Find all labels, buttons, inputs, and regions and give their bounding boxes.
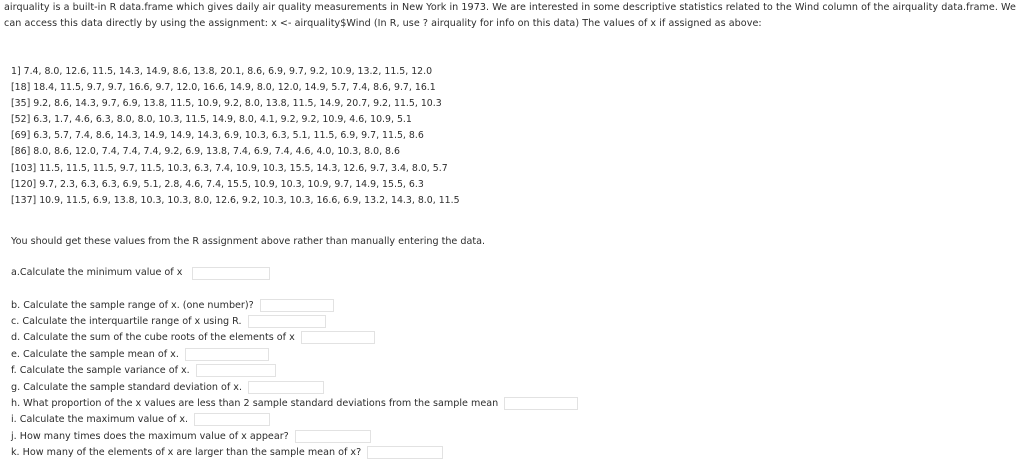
question-f-row	[11, 363, 578, 379]
question-k-row	[11, 445, 578, 461]
answer-field-i[interactable]	[194, 413, 270, 426]
data-line: [86] 8.0, 8.6, 12.0, 7.4, 7.4, 7.4, 9.2, 6.9, 13.8, 7.4, 6.9, 7.4, 4.6, 4.0, 10.3, 8.0, 8.6	[11, 146, 400, 158]
question-e-label: e. Calculate the sample mean of x.	[11, 348, 179, 360]
data-line: [120] 9.7, 2.3, 6.3, 6.3, 6.9, 5.1, 2.8, 4.6, 7.4, 15.5, 10.9, 10.3, 10.9, 9.7, 14.9, 15.5, 6.3	[11, 178, 424, 190]
question-j-label: j. How many times does the maximum value of x appear?	[11, 430, 289, 442]
question-h-label: h. What proportion of the x values are less than 2 sample standard deviations from the sample mean	[11, 398, 499, 410]
question-b-row	[11, 297, 578, 313]
question-a-label: a.Calculate the minimum value of x	[11, 267, 183, 278]
question-list	[11, 297, 578, 461]
data-line: [69] 6.3, 5.7, 7.4, 8.6, 14.3, 14.9, 14.9, 14.3, 6.9, 10.3, 6.3, 5.1, 11.5, 6.9, 9.7, 11.5, 8.6	[11, 130, 424, 142]
data-line: 1] 7.4, 8.0, 12.6, 11.5, 14.3, 14.9, 8.6, 13.8, 20.1, 8.6, 6.9, 9.7, 9.2, 10.9, 13.2, 11.5, 12.0	[11, 66, 433, 77]
answer-field-f[interactable]	[196, 364, 276, 377]
answer-field-j[interactable]	[295, 430, 371, 443]
question-b-label: b. Calculate the sample range of x. (one number)?	[11, 299, 254, 311]
answer-field-e[interactable]	[185, 348, 269, 361]
question-k-label: k. How many of the elements of x are larger than the sample mean of x?	[11, 447, 362, 459]
question-c-row	[11, 313, 578, 329]
data-line: [35] 9.2, 8.6, 14.3, 9.7, 6.9, 13.8, 11.5, 10.9, 9.2, 8.0, 13.8, 11.5, 14.9, 20.7, 9.2, 11.5, 10.3	[11, 98, 442, 110]
data-line: [137] 10.9, 11.5, 6.9, 13.8, 10.3, 10.3, 8.0, 12.6, 9.2, 10.3, 10.3, 16.6, 6.9, 13.2, 14.3, 8.0, 11.5	[11, 194, 460, 206]
question-i-row	[11, 412, 578, 428]
answer-field-k[interactable]	[367, 446, 443, 459]
question-i-label: i. Calculate the maximum value of x.	[11, 414, 189, 426]
question-g-row	[11, 379, 578, 395]
question-f-label: f. Calculate the sample variance of x.	[11, 365, 190, 377]
answer-field-a[interactable]	[192, 267, 270, 280]
intro-text: airquality is a built-in R data.frame which gives daily air quality measurements in New York in 1973. We are interested in some descriptive statistics related to the Wind column of the airquality data.frame. We can access this data directly by using the assignment: x <- airquality$Wind (In R, use ? airquality for info on this data) The values of x if assigned as above:	[4, 2, 1016, 29]
question-d-label: d. Calculate the sum of the cube roots of the elements of x	[11, 332, 295, 344]
answer-field-b[interactable]	[260, 299, 334, 312]
data-line: [103] 11.5, 11.5, 11.5, 9.7, 11.5, 10.3, 6.3, 7.4, 10.9, 10.3, 15.5, 14.3, 12.6, 9.7, 3.4, 8.0, 5.7	[11, 162, 448, 174]
question-d-row	[11, 330, 578, 346]
question-j-row	[11, 428, 578, 444]
question-e-row	[11, 346, 578, 362]
answer-field-c[interactable]	[248, 315, 326, 328]
data-line: [52] 6.3, 1.7, 4.6, 6.3, 8.0, 8.0, 10.3, 11.5, 14.9, 8.0, 4.1, 9.2, 9.2, 10.9, 4.6, 10.9, 5.1	[11, 114, 412, 126]
data-line: [18] 18.4, 11.5, 9.7, 9.7, 16.6, 9.7, 12.0, 16.6, 14.9, 8.0, 12.0, 14.9, 5.7, 7.4, 8.6, 9.7, 16.1	[11, 82, 436, 94]
question-g-label: g. Calculate the sample standard deviation of x.	[11, 381, 243, 393]
question-a-row	[11, 266, 270, 280]
instruction-note: You should get these values from the R assignment above rather than manually entering the data.	[11, 236, 486, 247]
question-h-row	[11, 395, 578, 411]
answer-field-d[interactable]	[301, 331, 375, 344]
answer-field-g[interactable]	[248, 381, 324, 394]
wind-values-output	[11, 64, 1011, 209]
answer-field-h[interactable]	[504, 397, 578, 410]
question-c-label: c. Calculate the interquartile range of x using R.	[11, 316, 242, 328]
